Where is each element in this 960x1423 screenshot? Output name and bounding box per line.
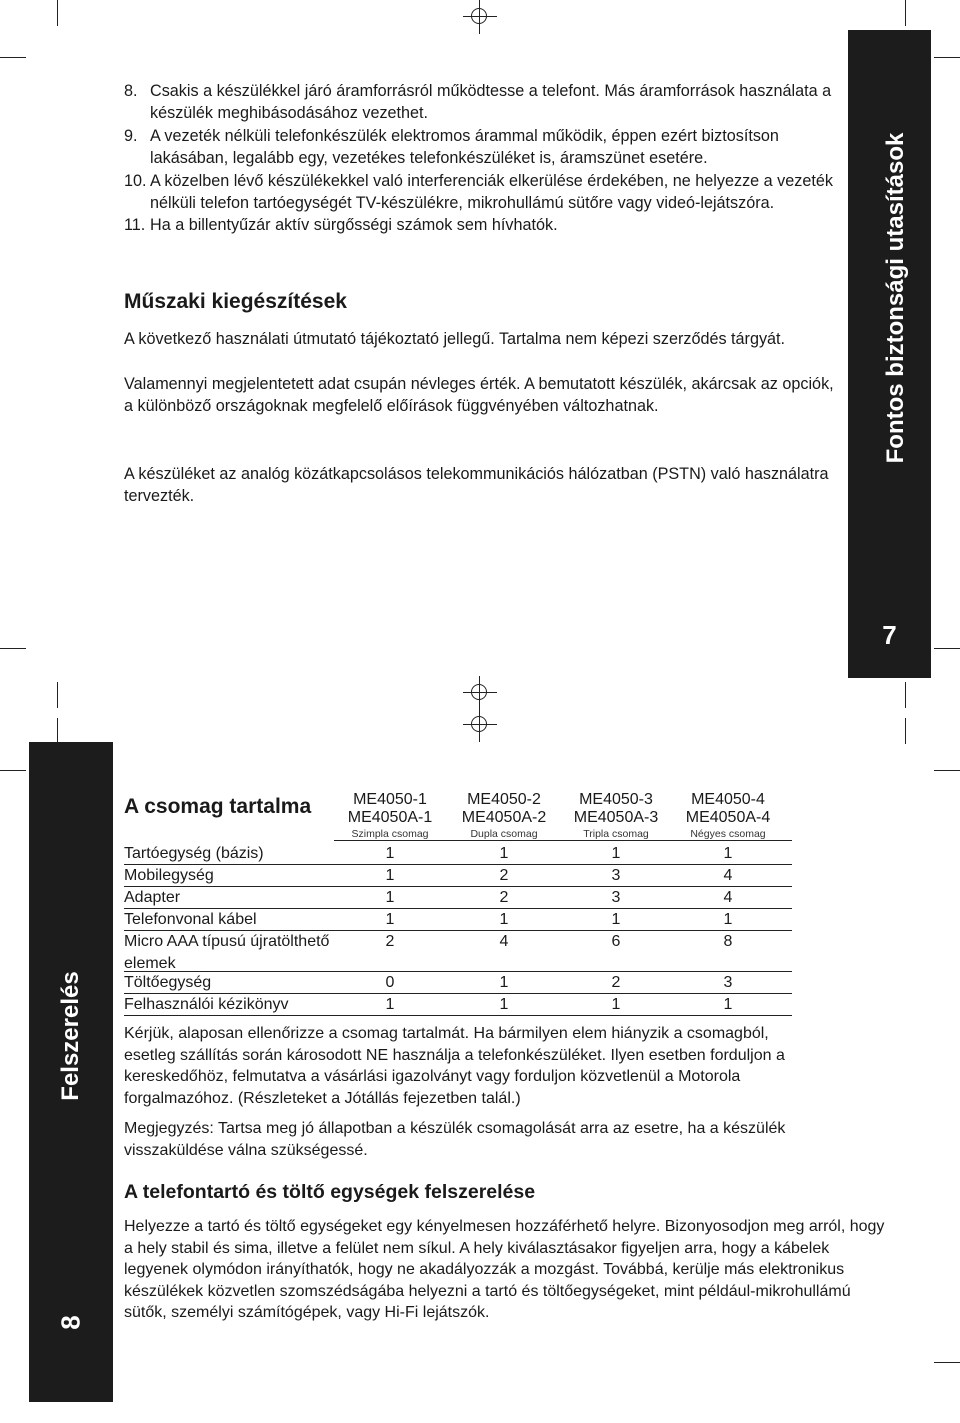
table-row: Felhasználói kézikönyv 1 1 1 1: [124, 994, 792, 1016]
table-row: Mobilegység 1 2 3 4: [124, 865, 792, 887]
crop-mark: [0, 57, 26, 58]
table-row: Adapter 1 2 3 4: [124, 887, 792, 909]
crop-mark: [934, 770, 960, 771]
section-title: Műszaki kiegészítések: [124, 290, 347, 313]
registration-mark-icon: [463, 0, 497, 34]
list-item: 11. Ha a billentyűzár aktív sürgősségi számok sem hívhatók.: [124, 216, 558, 235]
registration-mark-icon: [463, 676, 497, 710]
table-title: A csomag tartalma: [124, 795, 312, 818]
page-number: 7: [882, 620, 897, 650]
paragraph: A következő használati útmutató tájékoztató jellegű. Tartalma nem képezi szerződés tárgyát.: [124, 330, 786, 348]
crop-mark: [934, 57, 960, 58]
paragraph: Kérjük, alaposan ellenőrizze a csomag tartalmát. Ha bármilyen elem hiányzik a csomagból, esetleg szállítás során károsodott NE használja a telefonkészüléket. Ilyen esetben forduljon a kereskedőhöz, felmutatva a vásárlási igazolványt vagy forduljon közvetlenül a Motorola forgalmazóhoz. (Részleteket a Jótállás fejezetben talál.): [124, 1025, 785, 1107]
column-header: ME4050-3 ME4050A-3 Tripla csomag: [573, 791, 659, 840]
column-header: ME4050-4 ME4050A-4 Négyes csomag: [685, 791, 771, 840]
crop-mark: [934, 648, 960, 649]
crop-mark: [57, 0, 58, 26]
registration-mark-icon: [463, 708, 497, 742]
crop-mark: [934, 1362, 960, 1363]
paragraph: Helyezze a tartó és töltő egységeket egy kényelmesen hozzáférhető helyre. Bizonyosodjon meg arról, hogy a hely stabil és sima, illetve a felület nem síkul. A hely kiválasztásakor figyeljen arra, hogy a kábelek legyenek olymódon irányíthatók, hogy ne akadályozzák a mozgást. Továbbá, kerülje más elektronikus készülékek közvetlen szomszédságába helyezni a tartó és töltőegységeket, mint például-mikrohullámú sütők, személyi számítógépek, vagy Hi-Fi lejátszók.: [124, 1218, 885, 1321]
crop-mark: [0, 770, 26, 771]
crop-mark: [57, 682, 58, 708]
column-header: ME4050-2 ME4050A-2 Dupla csomag: [461, 791, 547, 840]
table-row: Tartóegység (bázis) 1 1 1 1: [124, 843, 792, 865]
crop-mark: [0, 648, 26, 649]
paragraph: A készüléket az analóg közátkapcsolásos telekommunikációs hálózatban (PSTN) való használatra tervezték.: [124, 465, 829, 506]
table-row: Töltőegység 0 1 2 3: [124, 972, 792, 994]
section-title: A telefontartó és töltő egységek felszerelése: [124, 1181, 536, 1203]
table-row: Micro AAA típusú újratölthető elemek 2 4 6 8: [124, 931, 792, 972]
list-item: 9. A vezeték nélküli telefonkészülék elektromos árammal működik, éppen ezért biztosítson lakásában, legalább egy, vezetékes telefonkészüléket is, áramszünet esetére.: [124, 126, 779, 168]
note-paragraph: Megjegyzés: Tartsa meg jó állapotban a készülék csomagolását arra az esetre, ha a készülék visszaküldése válna szükségessé.: [124, 1120, 786, 1159]
crop-mark: [905, 0, 906, 26]
safety-instructions-list: [124, 80, 844, 237]
list-item: 10. A közelben lévő készülékekkel való interferenciák elkerülése érdekében, ne helyezze a vezeték nélküli telefon tartóegységét TV-készülékre, mikrohullámú sütőre vagy videó-lejátszóra.: [124, 171, 833, 213]
side-tab-label: Fontos biztonsági utasítások: [882, 132, 909, 464]
side-tab: [29, 742, 113, 1402]
crop-mark: [905, 718, 906, 744]
divider: [334, 840, 792, 841]
crop-mark: [905, 682, 906, 708]
paragraph: Valamennyi megjelentetett adat csupán névleges érték. A bemutatott készülék, akárcsak az opciók, a különböző országoknak megfelelő előírások függvényében változhatnak.: [124, 375, 834, 416]
list-item: 8. Csakis a készülékkel járó áramforrásról működtesse a telefont. Más áramforrások használata a készülék meghibásodásához vezethet.: [124, 82, 832, 123]
crop-mark: [57, 718, 58, 744]
table-row: Telefonvonal kábel 1 1 1 1: [124, 909, 792, 931]
page-number: 8: [55, 1315, 86, 1330]
side-tab: [848, 30, 931, 678]
column-header: ME4050-1 ME4050A-1 Szimpla csomag: [347, 791, 433, 840]
side-tab-label: Felszerelés: [57, 971, 84, 1101]
